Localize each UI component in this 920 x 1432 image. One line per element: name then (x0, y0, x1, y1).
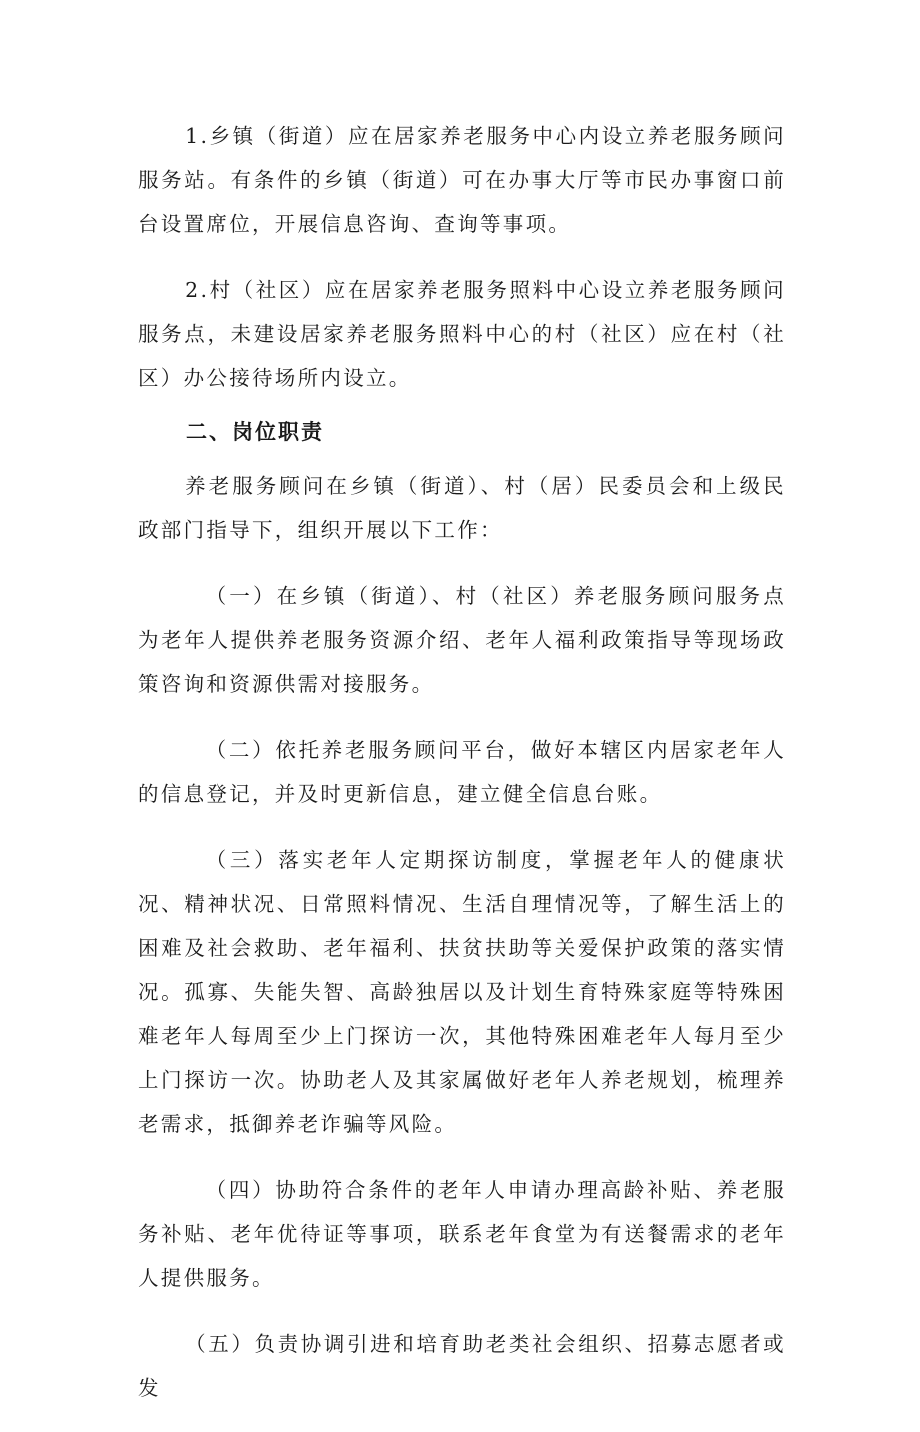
section-heading: 二、岗位职责 (186, 420, 324, 444)
paragraph-intro: 养老服务顾问在乡镇（街道）、村（居）民委员会和上级民政部门指导下，组织开展以下工作： (138, 474, 786, 542)
paragraph-item-4: （四）协助符合条件的老年人申请办理高龄补贴、养老服务补贴、老年优待证等事项，联系老年食堂为有送餐需求的老年人提供服务。 (138, 1178, 786, 1290)
document-body (138, 114, 786, 1432)
paragraph-item-1: （一）在乡镇（街道）、村（社区）养老服务顾问服务点为老年人提供养老服务资源介绍、老年人福利政策指导等现场政策咨询和资源供需对接服务。 (138, 584, 786, 696)
paragraph-service-point: 2.村（社区）应在居家养老服务照料中心设立养老服务顾问服务点，未建设居家养老服务照料中心的村（社区）应在村（社区）办公接待场所内设立。 (138, 278, 786, 390)
paragraph-item-5: （五）负责协调引进和培育助老类社会组织、招募志愿者或发 (138, 1332, 786, 1400)
paragraph-item-2: （二）依托养老服务顾问平台，做好本辖区内居家老年人的信息登记，并及时更新信息，建立健全信息台账。 (138, 738, 786, 806)
paragraph-service-station: 1.乡镇（街道）应在居家养老服务中心内设立养老服务顾问服务站。有条件的乡镇（街道）可在办事大厅等市民办事窗口前台设置席位，开展信息咨询、查询等事项。 (138, 124, 786, 236)
paragraph-item-3: （三）落实老年人定期探访制度，掌握老年人的健康状况、精神状况、日常照料情况、生活自理情况等，了解生活上的困难及社会救助、老年福利、扶贫扶助等关爱保护政策的落实情况。孤寡、失能失智、高龄独居以及计划生育特殊家庭等特殊困难老年人每周至少上门探访一次，其他特殊困难老年人每月至少上门探访一次。协助老人及其家属做好老年人养老规划，梳理养老需求，抵御养老诈骗等风险。 (138, 848, 786, 1136)
